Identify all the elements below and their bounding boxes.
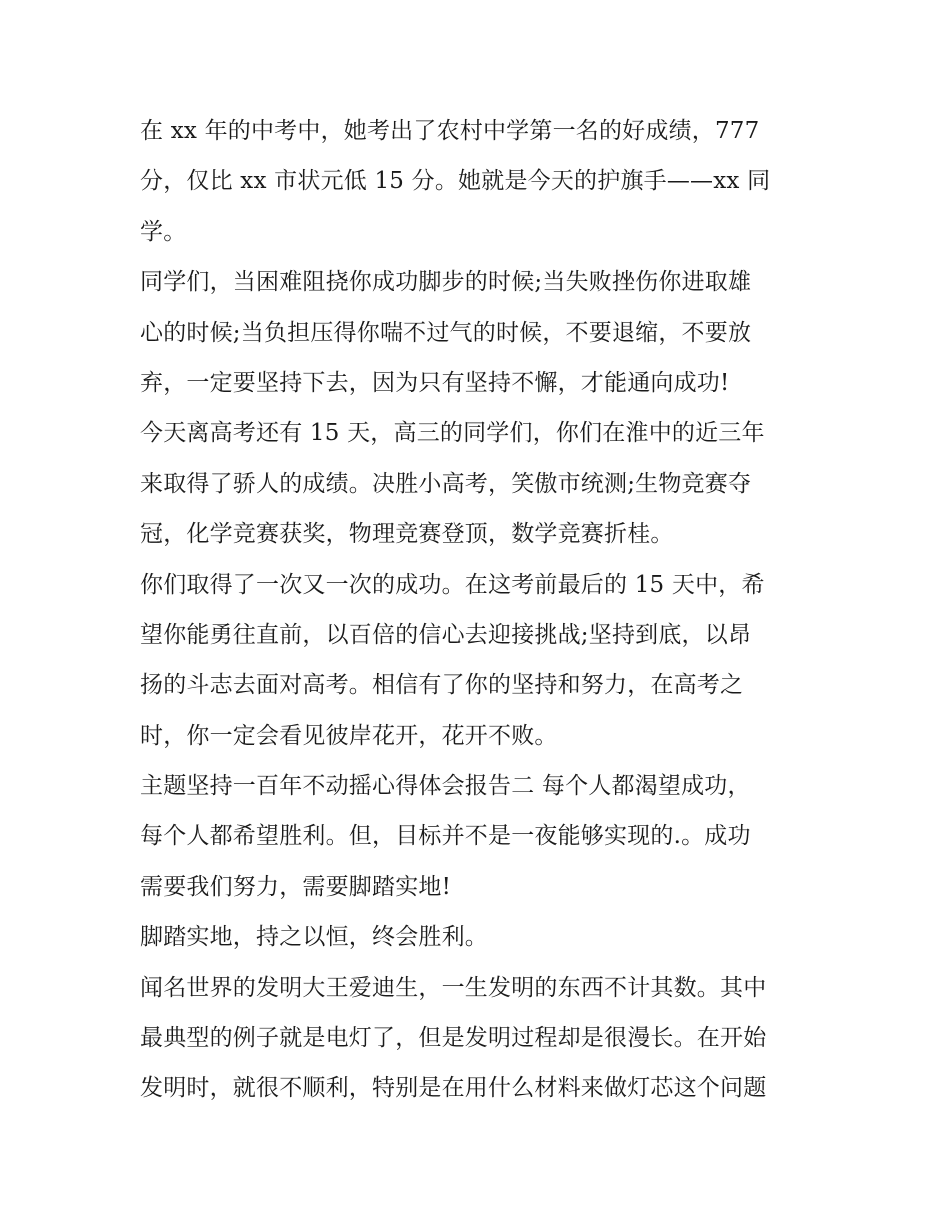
text-line: 心的时候;当负担压得你喘不过气的时候，不要退缩，不要放 bbox=[140, 319, 752, 346]
text-line: 时，你一定会看见彼岸花开，花开不败。 bbox=[140, 722, 558, 749]
text-line: 每个人都希望胜利。但，目标并不是一夜能够实现的.。成功 bbox=[140, 823, 751, 850]
text-line: 需要我们努力，需要脚踏实地! bbox=[140, 873, 452, 900]
text-line: 同学们，当困难阻挠你成功脚步的时候;当失败挫伤你进取雄 bbox=[140, 269, 752, 296]
text-line: 扬的斗志去面对高考。相信有了你的坚持和努力，在高考之 bbox=[140, 672, 744, 699]
text-line: 最典型的例子就是电灯了，但是发明过程却是很漫长。在开始 bbox=[140, 1025, 767, 1052]
text-line: 望你能勇往直前，以百倍的信心去迎接挑战;坚持到底，以昂 bbox=[140, 621, 752, 648]
text-line: 在 xx 年的中考中，她考出了农村中学第一名的好成绩，777 bbox=[140, 118, 760, 144]
text-line: 你们取得了一次又一次的成功。在这考前最后的 15 天中，希 bbox=[140, 571, 765, 598]
text-line: 发明时，就很不顺利，特别是在用什么材料来做灯芯这个问题 bbox=[140, 1075, 767, 1102]
text-line: 今天离高考还有 15 天，高三的同学们，你们在淮中的近三年 bbox=[140, 420, 765, 447]
text-line: 分，仅比 xx 市状元低 15 分。她就是今天的护旗手——xx 同 bbox=[140, 168, 771, 195]
text-line: 主题坚持一百年不动摇心得体会报告二 每个人都渴望成功， bbox=[140, 773, 751, 800]
text-line: 冠，化学竞赛获奖，物理竞赛登顶，数学竞赛折桂。 bbox=[140, 521, 674, 548]
text-line: 脚踏实地，持之以恒，终会胜利。 bbox=[140, 924, 488, 951]
text-line: 弃，一定要坚持下去，因为只有坚持不懈，才能通向成功! bbox=[140, 369, 730, 396]
text-line: 学。 bbox=[140, 218, 187, 245]
text-line: 来取得了骄人的成绩。决胜小高考，笑傲市统测;生物竞赛夺 bbox=[140, 470, 752, 497]
document-body bbox=[140, 106, 815, 1114]
text-line: 闻名世界的发明大王爱迪生，一生发明的东西不计其数。其中 bbox=[140, 974, 767, 1001]
